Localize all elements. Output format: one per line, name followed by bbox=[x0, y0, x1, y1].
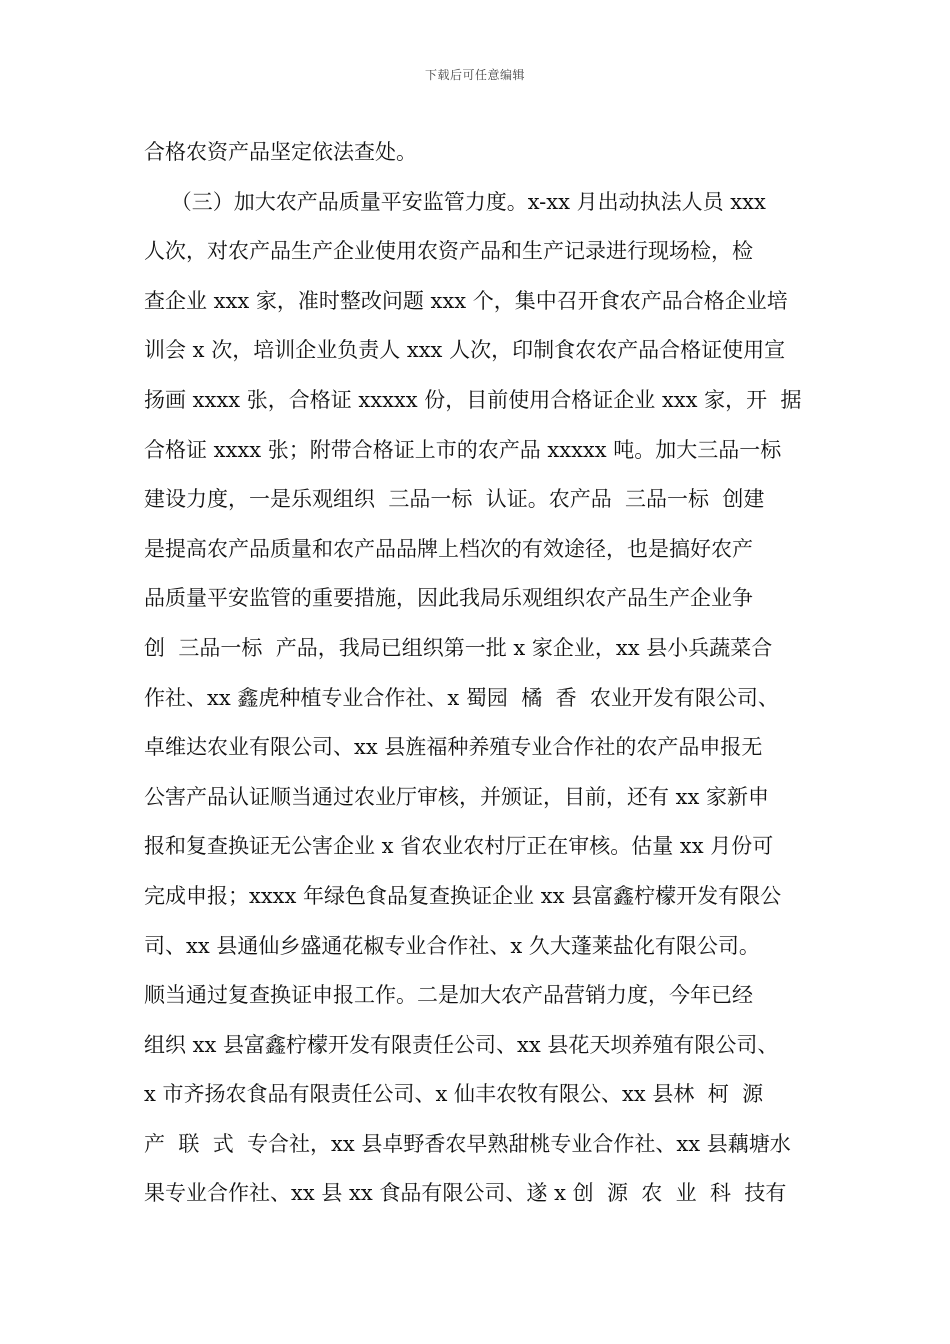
text-line: x 市齐扬农食品有限责任公司、x 仙丰农牧有限公、xx 县林 柯 源 bbox=[144, 1082, 764, 1107]
text-line: （三）加大农产品质量平安监管力度。x-xx 月出动执法人员 xxx bbox=[144, 189, 766, 214]
text-line: 是提高农产品质量和农产品品牌上档次的有效途径，也是搞好农产 bbox=[144, 536, 753, 561]
page-header-note: 下载后可任意编辑 bbox=[424, 68, 525, 82]
text-line: 产 联 式 专合社，xx 县卓野香农早熟甜桃专业合作社、xx 县藕塘水 bbox=[144, 1131, 791, 1156]
text-line: 查企业 xxx 家，准时整改问题 xxx 个，集中召开食农产品合格企业培 bbox=[144, 288, 788, 313]
text-line: 作社、xx 鑫虎种植专业合作社、x 蜀园 橘 香 农业开发有限公司、 bbox=[144, 685, 779, 710]
text-line: 建设力度，一是乐观组织 三品一标 认证。农产品 三品一标 创建 bbox=[144, 487, 765, 512]
text-line: 完成申报；xxxx 年绿色食品复查换证企业 xx 县富鑫柠檬开发有限公 bbox=[144, 883, 782, 908]
text-line: 创 三品一标 产品，我局已组织第一批 x 家企业，xx 县小兵蔬菜合 bbox=[144, 635, 773, 660]
body-text bbox=[144, 128, 824, 1219]
text-line: 报和复查换证无公害企业 x 省农业农村厅正在审核。估量 xx 月份可 bbox=[144, 834, 774, 859]
text-line: 合格证 xxxx 张；附带合格证上市的农产品 xxxxx 吨。加大三品一标 bbox=[144, 437, 782, 462]
text-line: 人次，对农产品生产企业使用农资产品和生产记录进行现场检，检 bbox=[144, 239, 753, 264]
text-line: 司、xx 县通仙乡盛通花椒专业合作社、x 久大蓬莱盐化有限公司。 bbox=[144, 933, 760, 958]
text-line: 果专业合作社、xx 县 xx 食品有限公司、遂 x 创 源 农 业 科 技有 bbox=[144, 1181, 787, 1206]
text-line: 组织 xx 县富鑫柠檬开发有限责任公司、xx 县花天坝养殖有限公司、 bbox=[144, 1032, 779, 1057]
text-line: 品质量平安监管的重要措施，因此我局乐观组织农产品生产企业争 bbox=[144, 586, 753, 611]
text-line: 合格农资产品坚定依法查处。 bbox=[144, 140, 417, 164]
text-line: 公害产品认证顺当通过农业厅审核，并颁证，目前，还有 xx 家新申 bbox=[144, 784, 770, 809]
text-line: 顺当通过复查换证申报工作。二是加大农产品营销力度，今年已经 bbox=[144, 983, 753, 1008]
text-line: 扬画 xxxx 张，合格证 xxxxx 份，目前使用合格证企业 xxx 家，开 据 bbox=[144, 387, 802, 412]
text-line: 卓维达农业有限公司、xx 县旌福种养殖专业合作社的农产品申报无 bbox=[144, 735, 763, 760]
text-line: 训会 x 次，培训企业负责人 xxx 人次，印制食农农产品合格证使用宣 bbox=[144, 338, 786, 363]
